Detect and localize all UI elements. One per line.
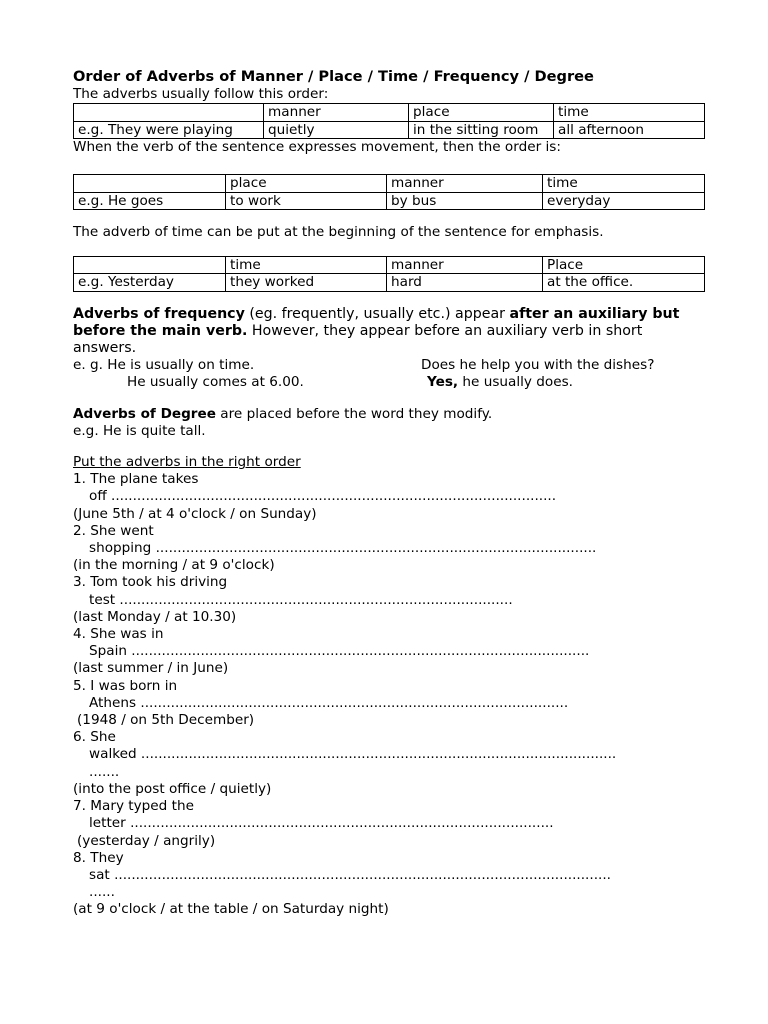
example-line: Does he help you with the dishes? <box>421 357 655 374</box>
answer-line[interactable]: off ....................................................................................................... <box>89 488 557 505</box>
answer-line[interactable]: sat ................................................................................................................... <box>89 866 611 883</box>
exercise-hint: (yesterday / angrily) <box>77 832 216 849</box>
frequency-rule: after an auxiliary but before the main verb. <box>73 305 680 339</box>
example-line: He usually comes at 6.00. <box>127 374 304 391</box>
exercise-question: 5. I was born in <box>73 677 178 694</box>
list-item <box>73 678 703 730</box>
answer-line[interactable]: letter .................................................................................................. <box>89 815 554 832</box>
list-item <box>73 626 703 678</box>
table-row <box>74 274 705 292</box>
page-title: Order of Adverbs of Manner / Place / Time / Frequency / Degree <box>73 68 594 85</box>
table-header-row <box>74 256 705 274</box>
table-cell: place <box>226 175 387 193</box>
table-cell <box>74 175 226 193</box>
table-cell: e.g. Yesterday <box>74 274 226 292</box>
exercise-hint: (last summer / in June) <box>73 660 229 677</box>
table-cell <box>74 256 226 274</box>
intro-text: The adverbs usually follow this order: <box>73 86 329 102</box>
movement-text: When the verb of the sentence expresses movement, then the order is: <box>73 139 561 156</box>
table-cell: time <box>543 175 705 193</box>
exercise-hint: (last Monday / at 10.30) <box>73 608 237 625</box>
table-cell: manner <box>387 175 543 193</box>
order-table-3 <box>73 256 705 292</box>
order-table-2 <box>73 174 705 210</box>
table-cell: to work <box>226 192 387 210</box>
table-cell: hard <box>387 274 543 292</box>
exercise-question: 2. She went <box>73 522 154 539</box>
exercise-question: 7. Mary typed the <box>73 798 194 815</box>
table-cell: manner <box>387 256 543 274</box>
exercise-heading: Put the adverbs in the right order <box>73 454 301 471</box>
table-cell: all afternoon <box>554 121 705 139</box>
order-table-1 <box>73 103 705 139</box>
table-cell: in the sitting room <box>409 121 554 139</box>
table-header-row <box>74 104 705 122</box>
exercise-hint: (June 5th / at 4 o'clock / on Sunday) <box>73 505 317 522</box>
answer-line-continued[interactable]: ....... <box>89 763 120 780</box>
table-cell: place <box>409 104 554 122</box>
answer-line[interactable]: test ........................................................................................... <box>89 591 513 608</box>
table-cell: e.g. They were playing <box>74 121 264 139</box>
table-cell <box>74 104 264 122</box>
answer-line-continued[interactable]: ...... <box>89 884 115 901</box>
table-cell: manner <box>264 104 409 122</box>
answer-line[interactable]: walked .............................................................................................................. <box>89 746 617 763</box>
exercise-question: 8. They <box>73 849 124 866</box>
exercise-question: 4. She was in <box>73 626 164 643</box>
answer-line[interactable]: shopping ...................................................................................................... <box>89 540 597 557</box>
table-cell: at the office. <box>543 274 705 292</box>
exercise-question: 1. The plane takes <box>73 471 199 488</box>
worksheet <box>73 68 703 919</box>
table-cell: everyday <box>543 192 705 210</box>
time-text: The adverb of time can be put at the beginning of the sentence for emphasis. <box>73 224 604 241</box>
table-cell: time <box>554 104 705 122</box>
table-cell: by bus <box>387 192 543 210</box>
table-cell: time <box>226 256 387 274</box>
frequency-heading: Adverbs of frequency <box>73 305 245 322</box>
table-cell: Place <box>543 256 705 274</box>
list-item <box>73 523 703 575</box>
degree-heading: Adverbs of Degree <box>73 405 216 422</box>
exercise-hint: (1948 / on 5th December) <box>77 712 255 729</box>
degree-example: e.g. He is quite tall. <box>73 422 206 439</box>
table-header-row <box>74 175 705 193</box>
exercise-question: 6. She <box>73 729 116 746</box>
degree-text: Adverbs of Degree are placed before the word they modify. <box>73 405 493 422</box>
frequency-examples <box>73 357 703 391</box>
example-line: e. g. He is usually on time. <box>73 357 255 374</box>
table-cell: quietly <box>264 121 409 139</box>
list-item <box>73 471 703 523</box>
example-line: Yes, he usually does. <box>427 374 573 391</box>
exercise-question: 3. Tom took his driving <box>73 574 228 591</box>
table-cell: e.g. He goes <box>74 192 226 210</box>
list-item <box>73 798 703 850</box>
list-item <box>73 729 703 798</box>
frequency-text: Adverbs of frequency (eg. frequently, usually etc.) appear after an auxiliary but before the main verb. However, they appear before an auxiliary verb in short answers. <box>73 305 680 357</box>
list-item <box>73 850 703 919</box>
exercise-hint: (at 9 o'clock / at the table / on Saturday night) <box>73 901 389 918</box>
answer-line[interactable]: Spain .......................................................................................................... <box>89 643 590 660</box>
table-cell: they worked <box>226 274 387 292</box>
exercise-hint: (into the post office / quietly) <box>73 780 272 797</box>
exercise-list <box>73 471 703 918</box>
list-item <box>73 574 703 626</box>
exercise-hint: (in the morning / at 9 o'clock) <box>73 557 275 574</box>
table-row <box>74 192 705 210</box>
table-row <box>74 121 705 139</box>
answer-line[interactable]: Athens ................................................................................................... <box>89 694 569 711</box>
